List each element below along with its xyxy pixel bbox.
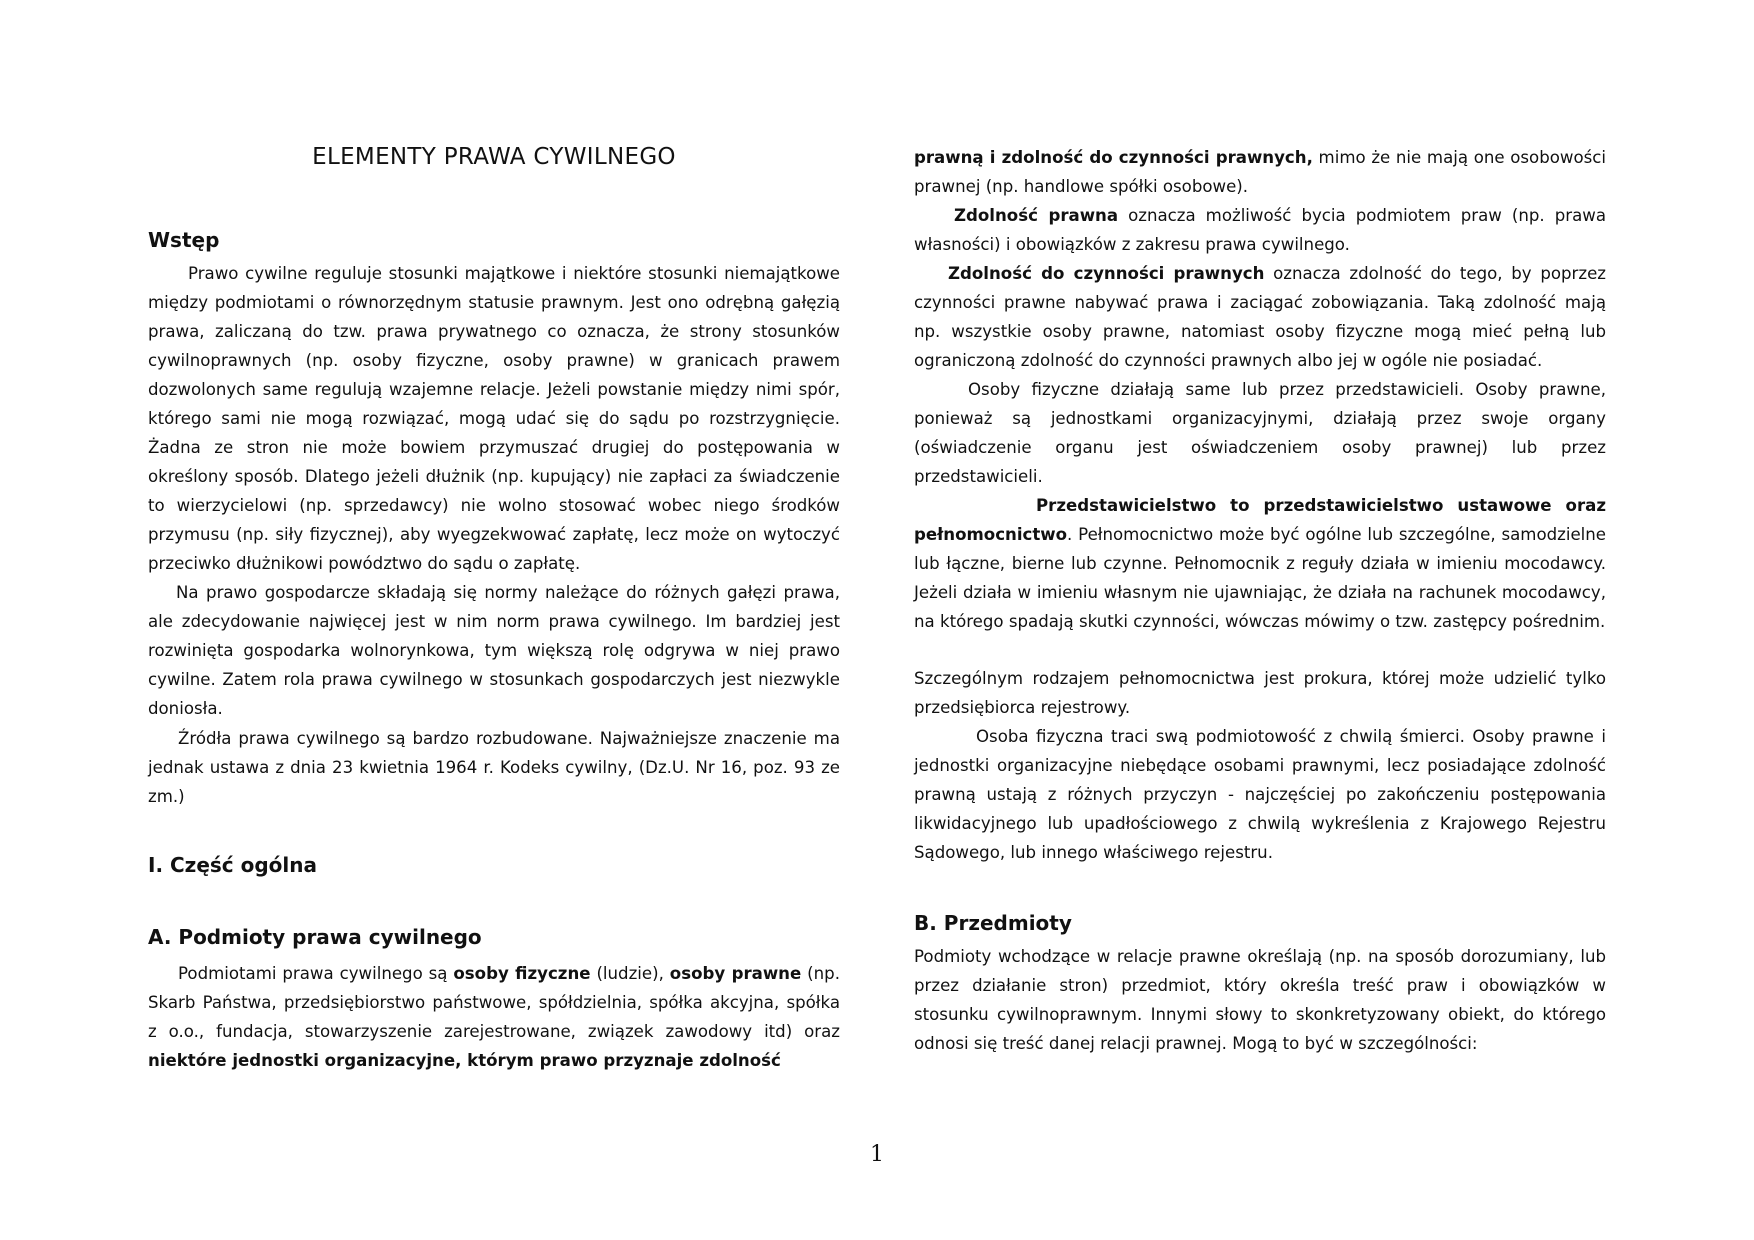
paragraph-wstep-2: Na prawo gospodarcze składają się normy należące do różnych gałęzi prawa, ale zdecydowanie najwięcej jest w nim norm prawa cywilnego. Im bardziej jest rozwinięta gospodarka wolnorynkowa, tym większą rolę odgrywa w niej prawo cywilne. Zatem rola prawa cywilnego w stosunkach gospodarczych jest niezwykle doniosła. bbox=[148, 583, 840, 718]
heading-czesc-ogolna: I. Część ogólna bbox=[148, 853, 317, 877]
text-fragment: oznacza zdolność do tego, by poprzez czynności prawne nabywać prawa i zaciągać zobowiązania. Taką zdolność mają np. wszystkie osoby prawne, natomiast osoby fizyczne mogą mieć pełną lub ograniczoną zdolność do czynności prawnych albo jej w ogóle nie posiadać. bbox=[914, 264, 1606, 370]
paragraph-zdolnosc-czynnosci bbox=[914, 259, 1606, 375]
term-jednostki-organizacyjne: niektóre jednostki organizacyjne, którym prawo przyznaje zdolność bbox=[148, 1051, 781, 1070]
heading-podmioty: A. Podmioty prawa cywilnego bbox=[148, 925, 482, 949]
paragraph-przedmioty: Podmioty wchodzące w relacje prawne określają (np. na sposób dorozumiany, lub przez działanie stron) przedmiot, który określa treść praw i obowiązków w stosunku cywilnoprawnym. Innymi słowy to skonkretyzowany obiekt, do którego odnosi się treść danej relacji prawnej. Mogą to być w szczególności: bbox=[914, 947, 1606, 1053]
text-fragment: . Pełnomocnictwo może być ogólne lub szczególne, samodzielne lub łączne, bierne lub czynne. Pełnomocnik z reguły działa w imieniu mocodawcy. Jeżeli działa w imieniu własnym nie ujawniając, że działa na rachunek mocodawcy, na którego spadają skutki czynności, wówczas mówimy o tzw. zastępcy pośrednim. bbox=[914, 525, 1606, 631]
document-title: ELEMENTY PRAWA CYWILNEGO bbox=[312, 144, 676, 170]
paragraph-wstep-1: Prawo cywilne reguluje stosunki majątkowe i niektóre stosunki niemajątkowe między podmiotami o równorzędnym statusie prawnym. Jest ono odrębną gałęzią prawa, zaliczaną do tzw. prawa prywatnego co oznacza, że strony stosunków cywilnoprawnych (np. osoby fizyczne, osoby prawne) w granicach prawem dozwolonych same regulują wzajemne relacje. Jeżeli powstanie między nimi spór, którego sami nie mogą rozwiązać, mogą udać się do sądu po rozstrzygnięcie. Żadna ze stron nie może bowiem przymuszać drugiej do postępowania w określony sposób. Dlatego jeżeli dłużnik (np. kupujący) nie zapłaci za świadczenie to wierzycielowi (np. sprzedawcy) nie wolno stosować wobec niego środków przymusu (np. siły fizycznej), aby wyegzekwować zapłatę, lecz może on wytoczyć przeciwko dłużnikowi powództwo do sądu o zapłatę. bbox=[148, 264, 840, 573]
term-zdolnosc-continued: prawną i zdolność do czynności prawnych, bbox=[914, 148, 1313, 167]
paragraph-osoby-dzialaja: Osoby fizyczne działają same lub przez przedstawicieli. Osoby prawne, ponieważ są jednostkami organizacyjnymi, działają przez swoje organy (oświadczenie organu jest oświadczeniem osoby prawnej) lub przez przedstawicieli. bbox=[914, 380, 1606, 486]
text-fragment: oznacza możliwość bycia podmiotem praw (np. prawa własności) i obowiązków z zakresu prawa cywilnego. bbox=[914, 206, 1606, 254]
paragraph-podmioty bbox=[148, 959, 840, 1075]
heading-przedmioty: B. Przedmioty bbox=[914, 911, 1072, 935]
term-osoby-fizyczne: osoby fizyczne bbox=[453, 964, 591, 983]
paragraph-smierc: Osoba fizyczna traci swą podmiotowość z chwilą śmierci. Osoby prawne i jednostki organizacyjne niebędące osobami prawnymi, lecz posiadające zdolność prawną ustają z różnych przyczyn - najczęściej po zakończeniu postępowania likwidacyjnego lub upadłościowego z chwilą wykreślenia z Krajowego Rejestru Sądowego, lub innego właściwego rejestru. bbox=[914, 727, 1606, 862]
paragraph-prokura: Szczególnym rodzajem pełnomocnictwa jest prokura, której może udzielić tylko przedsiębiorca rejestrowy. bbox=[914, 669, 1606, 717]
term-zdolnosc-prawna: Zdolność prawna bbox=[954, 206, 1119, 225]
paragraph-zdolnosc-prawna bbox=[914, 201, 1606, 259]
text-fragment: (np. Skarb Państwa, przedsiębiorstwo państwowe, spółdzielnia, spółka akcyjna, spółka z o.o., fundacja, stowarzyszenie zarejestrowane, związek zawodowy itd) oraz bbox=[148, 964, 840, 1041]
page-number: 1 bbox=[870, 1142, 884, 1167]
paragraph-wstep-3: Źródła prawa cywilnego są bardzo rozbudowane. Najważniejsze znaczenie ma jednak ustawa z dnia 23 kwietnia 1964 r. Kodeks cywilny, (Dz.U. Nr 16, poz. 93 ze zm.) bbox=[148, 729, 840, 806]
paragraph-continuation bbox=[914, 143, 1606, 201]
paragraph-przedstawicielstwo bbox=[914, 491, 1606, 636]
term-osoby-prawne: osoby prawne bbox=[669, 964, 802, 983]
text-fragment: (ludzie), bbox=[590, 964, 670, 983]
heading-wstep: Wstęp bbox=[148, 228, 220, 252]
term-zdolnosc-do-czynnosci: Zdolność do czynności prawnych bbox=[948, 264, 1265, 283]
text-fragment: Podmiotami prawa cywilnego są bbox=[178, 964, 454, 983]
term-przedstawicielstwo: Przedstawicielstwo to przedstawicielstwo ustawowe oraz pełnomocnictwo bbox=[914, 496, 1606, 544]
text-fragment: mimo że nie mają one osobowości prawnej (np. handlowe spółki osobowe). bbox=[914, 148, 1606, 196]
